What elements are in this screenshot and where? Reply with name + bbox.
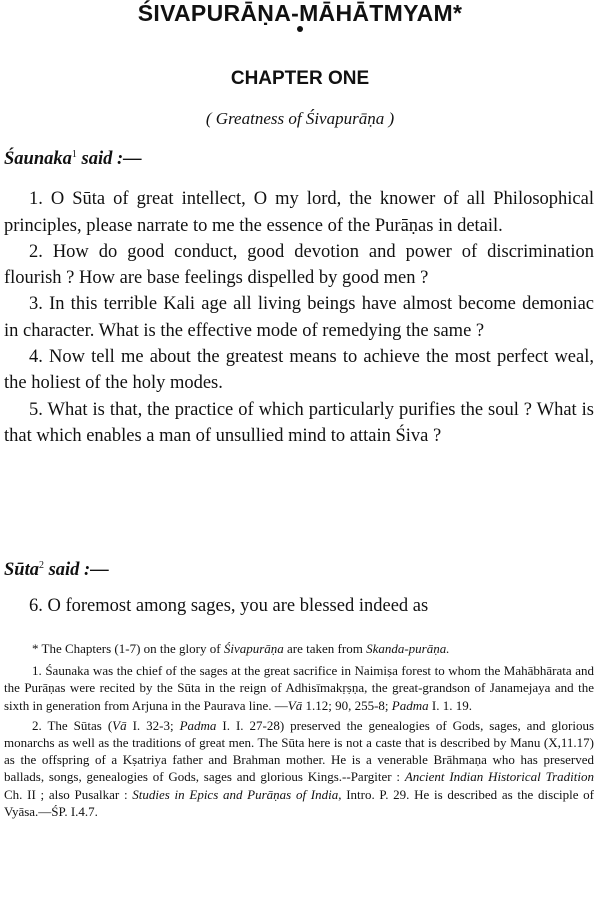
footnote-marker: 1	[71, 148, 77, 160]
text-block-suta	[4, 557, 594, 620]
verse-paragraph: 2. How do good conduct, good devotion and power of discrimination flourish ? How are base feelings dispelled by good men ?	[4, 241, 594, 289]
chapter-heading: CHAPTER ONE	[230, 68, 370, 89]
footnotes	[4, 640, 594, 820]
verse-paragraph: 1. O Sūta of great intellect, O my lord, the knower of all Philosophical principles, please narrate to me the essence of the Purāṇas in detail.	[4, 189, 594, 236]
footnote-2: 2. The Sūtas (Vā I. 32-3; Padma I. I. 27-28) preserved the genealogies of Gods, sages, and glorious monarchs as well as the traditions of great men. The Sūta here is not a caste that is described by Manu (X,11.17) as the offspring of a Kṣatriya father and Brahman mother. He is a venerable Brāhmaṇa who has preserved ballads, songs, genealogies of Gods, sages and glorious Kings.--Pargiter : Ancient Indian Historical Tradition Ch. II ; also Pusalkar : Studies in Epics and Purāṇas of India, Intro. P. 29. He is described as the disciple of Vyāsa.—ŚP. I.4.7.	[4, 717, 595, 819]
title-ornament-dot	[297, 26, 303, 32]
speaker-name: Sūta	[4, 560, 39, 580]
verse-paragraph: 5. What is that, the practice of which particularly purifies the soul ? What is that which enables a man of unsullied mind to attain Śiva ?	[4, 399, 594, 446]
page-title: ŚIVAPURĀṆA-MĀHĀTMYAM*	[137, 0, 463, 26]
speaker-line-saunaka	[4, 146, 594, 172]
speaker-line-suta	[4, 557, 594, 583]
verse-paragraph: 4. Now tell me about the greatest means to achieve the most perfect weal, the holiest of the holy modes.	[4, 347, 594, 394]
verse-paragraph: 6. O foremost among sages, you are blessed indeed as	[29, 596, 429, 617]
chapter-subtitle: ( Greatness of Śivapurāṇa )	[205, 109, 395, 128]
text-block-saunaka	[4, 146, 594, 449]
verse-paragraph: 3. In this terrible Kali age all living beings have almost become demoniac in character. What is the effective mode of remedying the same ?	[4, 294, 594, 341]
speaker-name: Śaunaka	[4, 149, 72, 169]
footnote-marker: 2	[38, 559, 44, 571]
speaker-said: said :—	[81, 149, 142, 169]
speaker-said: said :—	[48, 560, 109, 580]
footnote-1: 1. Śaunaka was the chief of the sages at the great sacrifice in Naimiṣa forest to whom the Mahābhārata and the Purāṇas were recited by the Sūta in the reign of Adhisīmakṛṣṇa, the great-grandson of Janamejaya and the sixth in generation from Arjuna in the Paurava line. —Vā 1.12; 90, 255-8; Padma I. 1. 19.	[4, 663, 594, 713]
footnote-star: * The Chapters (1-7) on the glory of Śivapurāṇa are taken from Skanda-purāṇa.	[32, 641, 450, 656]
